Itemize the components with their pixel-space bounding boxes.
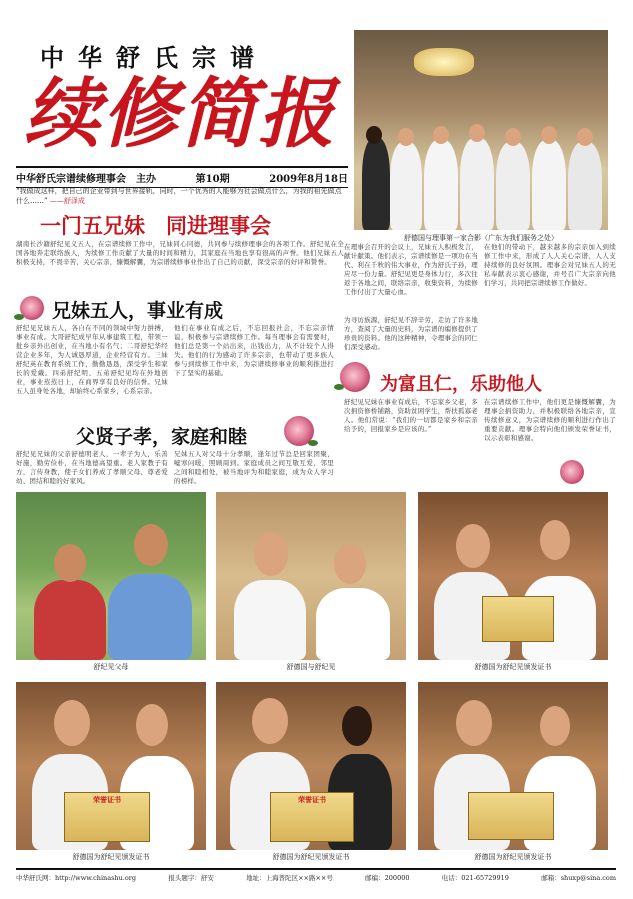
section-1-title: 兄妹五人，事业有成 [52, 300, 224, 322]
photo-caption-6: 舒德国为舒纪见颁发证书 [474, 853, 552, 861]
right-text-col3: 在他们的带动下，越来越多的宗亲加入到续修工作中来，形成了人人关心宗谱、人人支持续修的良好氛围。理事会对兄妹五人的无私奉献表示衷心感谢，并号召广大宗亲向他们学习，共同把宗谱续修工作做好。 [484, 243, 616, 287]
section-1-text-b: 他们在事业有成之后，不忘回报社会，不忘宗亲情谊，积极参与宗谱续修工作。每当理事会有需要时，他们总是第一个站出来，出钱出力，从不计较个人得失。他们的行为感动了许多宗亲，也带动了更多族人参与到续修工作中来，为宗谱续修事业的顺利推进打下了坚实的基础。 [174, 324, 334, 377]
rose-decoration-3 [340, 362, 370, 392]
footer-phone: 电话：021-65729919 [441, 874, 509, 882]
section-3-title: 为富且仁，乐助他人 [380, 374, 542, 395]
organizer: 中华舒氏宗谱续修理事会 主办 [16, 174, 156, 185]
photo-certificate-3 [418, 682, 608, 850]
footer-email: 邮箱：shuxp@sina.com [541, 874, 616, 882]
main-headline: 一门五兄妹 同进理事会 [40, 213, 271, 238]
photo-caption-2: 舒德国与舒纪见 [286, 663, 336, 671]
right-text-top: 在理事会召开的会议上，兄妹五人积极发言，献计献策。他们表示，宗谱续修是一项功在当代、利在千秋的伟大事业，作为舒氏子孙，理应尽一份力量。舒纪见更是身体力行，多次往返于各地之间，联络宗亲，收集资料，为续修工作付出了大量心血。 [344, 243, 478, 296]
section-2-title: 父贤子孝，家庭和睦 [76, 426, 248, 448]
intro-text: 湖南长沙籍舒纪见义五人，在宗谱续修工作中，兄妹同心同德，共同参与续修理事会的各项工作。舒纪见在全国各地奔走联络族人，为续修工作贡献了大量的时间和精力，其家庭在当地也享有很高的声誉。他们兄妹五人积极支持，不畏辛苦，关心宗亲，慷慨解囊，为宗谱续修事业作出了自己的贡献，深受宗亲的好评和赞誉。 [16, 240, 344, 266]
photo-two-men [216, 492, 406, 660]
quote-author: ——舒泽成 [49, 197, 85, 205]
leaf-decoration [14, 314, 24, 320]
section-1-text-a: 舒纪见兄妹五人，各自在不同的领域中努力拼搏，事业有成。大哥舒纪成早年从事建筑工程，带领一批乡亲外出创业，在当地小有名气；二哥舒纪华经营企业多年，为人诚恳厚道，企业经营有方。三妹舒纪英在教育系统工作，勤勤恳恳，深受学生和家长的爱戴。四弟舒纪明、五弟舒纪见均在外地创业，事业蒸蒸日上，在商界享有良好的信誉。兄妹五人虽身处各地，却始终心系家乡，心系宗亲。 [16, 324, 168, 395]
section-3-text-b: 在宗谱续修工作中，他们更是慷慨解囊，为理事会捐资助力，并积极联络各地宗亲，宣传续修意义，为宗谱续修的顺利进行作出了重要贡献。理事会特向他们颁发荣誉证书，以示表彰和感谢。 [484, 398, 616, 442]
top-group-photo [354, 30, 608, 230]
leaf-decoration [308, 440, 318, 446]
issue-info-line [16, 166, 348, 188]
footer-editor: 报头题字：舒安 [168, 874, 214, 882]
footer [16, 868, 616, 882]
footer-website: 中华舒氏网：http://www.chinashu.org [16, 874, 137, 882]
lead-quote [16, 186, 348, 206]
section-3-text-a: 舒纪见兄妹在事业有成后，不忘家乡父老，多次捐资修桥铺路，资助贫困学生，帮扶孤寡老人。他们常说：“我们的一切都是家乡和宗亲给予的，回报家乡是应该的。” [344, 398, 478, 433]
masthead-subtitle: 中华舒氏宗谱 [40, 43, 268, 72]
photo-caption-5: 舒德国为舒纪见颁发证书 [272, 853, 350, 861]
top-photo-caption: 舒德国与理事第一家合影（广东为我们服务之处） [404, 234, 558, 242]
photo-certificate-1 [418, 492, 608, 660]
photo-caption-4: 舒德国为舒纪见颁发证书 [72, 853, 150, 861]
photo-caption-3: 舒德国为舒纪见颁发证书 [474, 663, 552, 671]
photo-parents [16, 492, 206, 660]
issue-date: 2009年8月18日 [269, 174, 348, 185]
footer-address: 地址：上海普陀区××路××号 [246, 874, 333, 882]
masthead-title: 续修简报 [24, 69, 336, 158]
plaque-title: 荣誉证书 [298, 795, 326, 804]
rose-decoration-4 [560, 460, 584, 484]
right-text-mid: 为寻访族源，舒纪见不辞辛劳，走访了许多地方，查阅了大量的史料，为宗谱的编修提供了珍贵的资料。他的这种精神，令理事会的同仁们深受感动。 [344, 316, 478, 351]
footer-postcode: 邮编：200000 [365, 874, 410, 882]
photo-caption-1: 舒纪见父母 [93, 663, 129, 671]
section-2-text-a: 舒纪见兄妹的父亲舒德明老人，一辈子为人，乐善好施，勤劳俭朴，在当地德高望重。老人家教子有方，言传身教，使子女们养成了孝顺父母、尊老爱幼、团结和睦的好家风。 [16, 450, 168, 485]
section-2-text-b: 兄妹五人对父母十分孝顺，逢年过节总是回家团聚，嘘寒问暖，照顾周到。家庭成员之间互敬互爱，邻里之间和睦相处，被当地评为和睦家庭，成为众人学习的榜样。 [174, 450, 334, 485]
plaque-title: 荣誉证书 [93, 795, 121, 804]
photo-certificate-2 [16, 682, 206, 850]
photo-certificate-woman [216, 682, 406, 850]
quote-text: “我做成这样，把自己的企业带到与世界接轨，同时，一个优秀的人能够为社会做点什么，为我的祖先做点什么……” [16, 187, 342, 205]
leaf-decoration [334, 384, 344, 390]
issue-number: 第10期 [195, 174, 230, 185]
